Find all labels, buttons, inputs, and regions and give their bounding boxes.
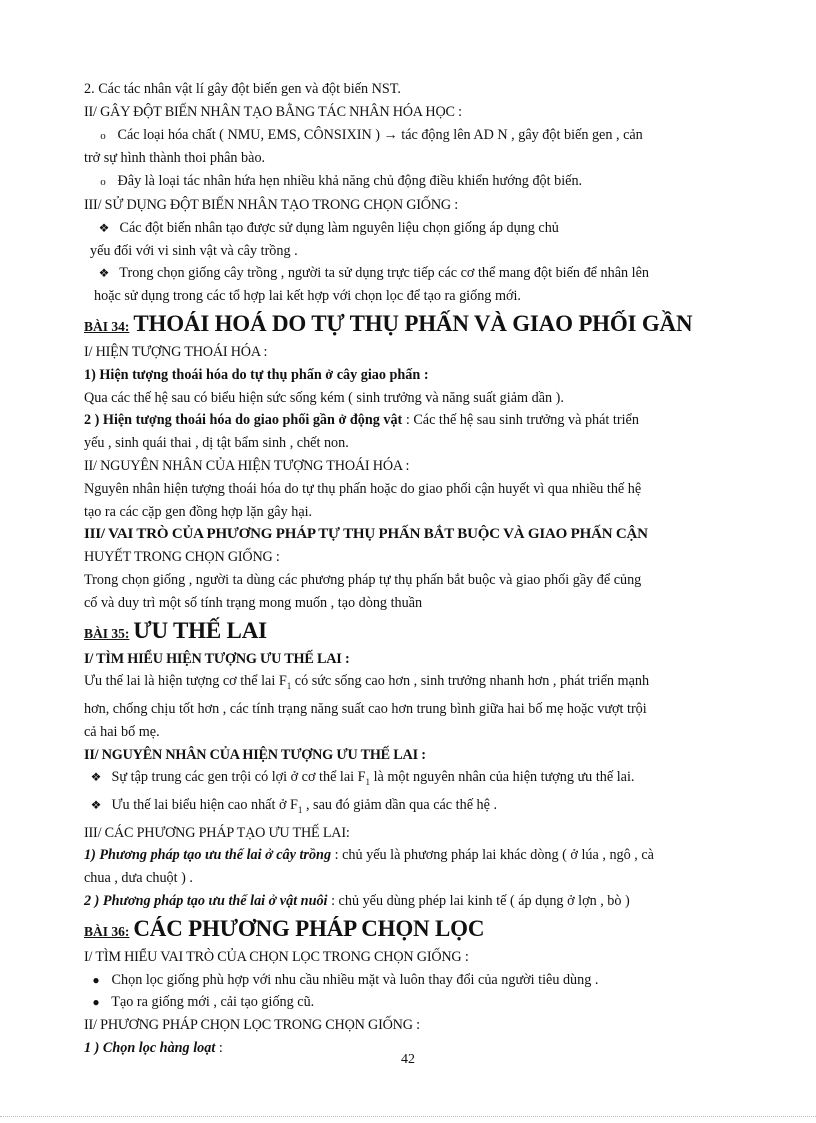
section-heading: HUYẾT TRONG CHỌN GIỐNG :: [84, 549, 280, 566]
paragraph-text: : Các thế hệ sau sinh trưởng và phát triển: [402, 412, 639, 429]
paragraph: [84, 670, 744, 698]
dot-bullet-icon: ●: [92, 972, 100, 987]
list-item-text: Ưu thế lai biểu hiện cao nhất ở F: [111, 796, 298, 813]
paragraph: 2. Các tác nhân vật lí gây đột biến gen và đột biến NST.: [84, 81, 401, 97]
list-item: [84, 766, 744, 794]
subheading-inline: 2 ) Phương pháp tạo ưu thế lai ở vật nuôi: [84, 892, 328, 909]
paragraph: [84, 890, 744, 913]
lesson-number: BÀI 36:: [84, 923, 130, 939]
list-item-text: Các loại hóa chất ( NMU, EMS, CÔNSIXIN ) → tác động lên AD N , gây đột biến gen , cản: [117, 126, 643, 143]
section-heading: II/ PHƯƠNG PHÁP CHỌN LỌC TRONG CHỌN GIỐNG :: [84, 1017, 420, 1034]
list-item: [84, 991, 744, 1014]
paragraph: hoặc sử dụng trong các tổ hợp lai kết hợp với chọn lọc để tạo ra giống mới.: [94, 288, 521, 305]
paragraph: Nguyên nhân hiện tượng thoái hóa do tự thụ phấn hoặc do giao phối cận huyết vì qua nhiều thế hệ: [84, 480, 642, 497]
section-heading: II/ NGUYÊN NHÂN CỦA HIỆN TƯỢNG ƯU THẾ LAI :: [84, 746, 426, 763]
section-heading: III/ SỬ DỤNG ĐỘT BIẾN NHÂN TẠO TRONG CHỌN GIỐNG :: [84, 196, 459, 213]
paragraph-text: : chủ yếu dùng phép lai kinh tế ( áp dụng ở lợn , bò ): [327, 892, 630, 909]
subheading-inline: 2 ) Hiện tượng thoái hóa do giao phối gần ở động vật: [84, 412, 403, 429]
subscript: 1: [365, 777, 371, 788]
section-heading: III/ VAI TRÒ CỦA PHƯƠNG PHÁP TỰ THỤ PHẤN BẮT BUỘC VÀ GIAO PHẤN CẬN: [84, 526, 648, 543]
paragraph: Qua các thế hệ sau có biểu hiện sức sống kém ( sinh trưởng và năng suất giảm dần ).: [84, 389, 564, 406]
paragraph-text: có sức sống cao hơn , sinh trưởng nhanh hơn , phát triển mạnh: [291, 673, 650, 690]
section-heading: III/ CÁC PHƯƠNG PHÁP TẠO ƯU THẾ LAI:: [84, 824, 350, 841]
list-item-text: Trong chọn giống cây trồng , người ta sử dụng trực tiếp các cơ thể mang đột biến để nhân lên: [119, 265, 649, 282]
section-heading: I/ TÌM HIỂU VAI TRÒ CỦA CHỌN LỌC TRONG CHỌN GIỐNG :: [84, 948, 469, 965]
page-border: [0, 1116, 816, 1117]
subscript: 1: [286, 681, 292, 692]
lesson-heading: [84, 915, 744, 946]
list-item-text: Các đột biến nhân tạo được sử dụng làm nguyên liệu chọn giống áp dụng chủ: [119, 219, 559, 236]
list-item: [84, 794, 744, 822]
lesson-heading: [84, 310, 744, 341]
list-item-text: Sự tập trung các gen trội có lợi ở cơ thể lai F: [111, 769, 366, 786]
lesson-number: BÀI 35:: [84, 625, 130, 641]
lesson-number: BÀI 34:: [84, 318, 130, 334]
list-item: [84, 124, 744, 148]
section-heading: II/ GÂY ĐỘT BIẾN NHÂN TẠO BẰNG TÁC NHÂN HÓA HỌC :: [84, 103, 462, 120]
list-item-text: Tạo ra giống mới , cải tạo giống cũ.: [111, 994, 315, 1011]
list-item-text: Đây là loại tác nhân hứa hẹn nhiều khả năng chủ động điều khiển hướng đột biến.: [117, 173, 583, 190]
paragraph-text: Ưu thế lai là hiện tượng cơ thể lai F: [84, 673, 287, 690]
lesson-heading: [84, 617, 744, 648]
paragraph-text: : chủ yếu là phương pháp lai khác dòng ( ở lúa , ngô , cà: [331, 847, 654, 864]
lesson-title: CÁC PHƯƠNG PHÁP CHỌN LỌC: [133, 915, 485, 941]
paragraph: [84, 844, 744, 867]
diamond-bullet-icon: ❖: [90, 797, 102, 812]
paragraph: trở sự hình thành thoi phân bào.: [84, 150, 266, 167]
diamond-bullet-icon: ❖: [98, 220, 110, 235]
paragraph-text: :: [215, 1039, 223, 1056]
subheading-inline: 1 ) Chọn lọc hàng loạt: [84, 1039, 216, 1056]
paragraph: cả hai bố mẹ.: [84, 723, 160, 740]
circle-bullet-icon: o: [100, 129, 106, 142]
paragraph: yếu đối với vi sinh vật và cây trồng .: [90, 242, 298, 259]
list-item-text: là một nguyên nhân của hiện tượng ưu thế lai.: [370, 769, 635, 786]
paragraph: [84, 409, 744, 432]
subheading: 1) Hiện tượng thoái hóa do tự thụ phấn ở cây giao phấn :: [84, 366, 429, 383]
paragraph: yếu , sinh quái thai , dị tật bẩm sinh , chết non.: [84, 435, 349, 452]
list-item-text: , sau đó giảm dần qua các thế hệ .: [302, 796, 498, 813]
paragraph: cố và duy trì một số tính trạng mong muốn , tạo dòng thuần: [84, 594, 423, 611]
paragraph: tạo ra các cặp gen đồng hợp lặn gây hại.: [84, 503, 313, 520]
subheading-inline: 1) Phương pháp tạo ưu thế lai ở cây trồng: [84, 847, 332, 864]
section-heading: II/ NGUYÊN NHÂN CỦA HIỆN TƯỢNG THOÁI HÓA :: [84, 457, 410, 474]
circle-bullet-icon: o: [100, 176, 106, 189]
dot-bullet-icon: ●: [92, 995, 100, 1010]
list-item: [84, 217, 744, 240]
list-item: [84, 262, 744, 285]
section-heading: I/ HIỆN TƯỢNG THOÁI HÓA :: [84, 343, 268, 360]
lesson-title: ƯU THẾ LAI: [133, 617, 267, 643]
paragraph: Trong chọn giống , người ta dùng các phương pháp tự thụ phấn bắt buộc và giao phối gầy để củng: [84, 571, 642, 588]
list-item-text: Chọn lọc giống phù hợp với nhu cầu nhiều mặt và luôn thay đổi của người tiêu dùng .: [111, 971, 599, 988]
page-number: 42: [401, 1052, 415, 1067]
document-page: [84, 78, 744, 1060]
diamond-bullet-icon: ❖: [98, 266, 110, 281]
subscript: 1: [297, 804, 303, 815]
list-item: [84, 969, 744, 992]
section-heading: I/ TÌM HIỂU HIỆN TƯỢNG ƯU THẾ LAI :: [84, 650, 350, 667]
paragraph: chua , dưa chuột ) .: [84, 870, 193, 887]
list-item: [84, 170, 744, 194]
lesson-title: THOÁI HOÁ DO TỰ THỤ PHẤN VÀ GIAO PHỐI GẦN: [133, 310, 693, 336]
diamond-bullet-icon: ❖: [90, 770, 102, 785]
paragraph: hơn, chống chịu tốt hơn , các tính trạng năng suất cao hơn trung bình giữa hai bố mẹ hoặc vượt trội: [84, 700, 647, 717]
